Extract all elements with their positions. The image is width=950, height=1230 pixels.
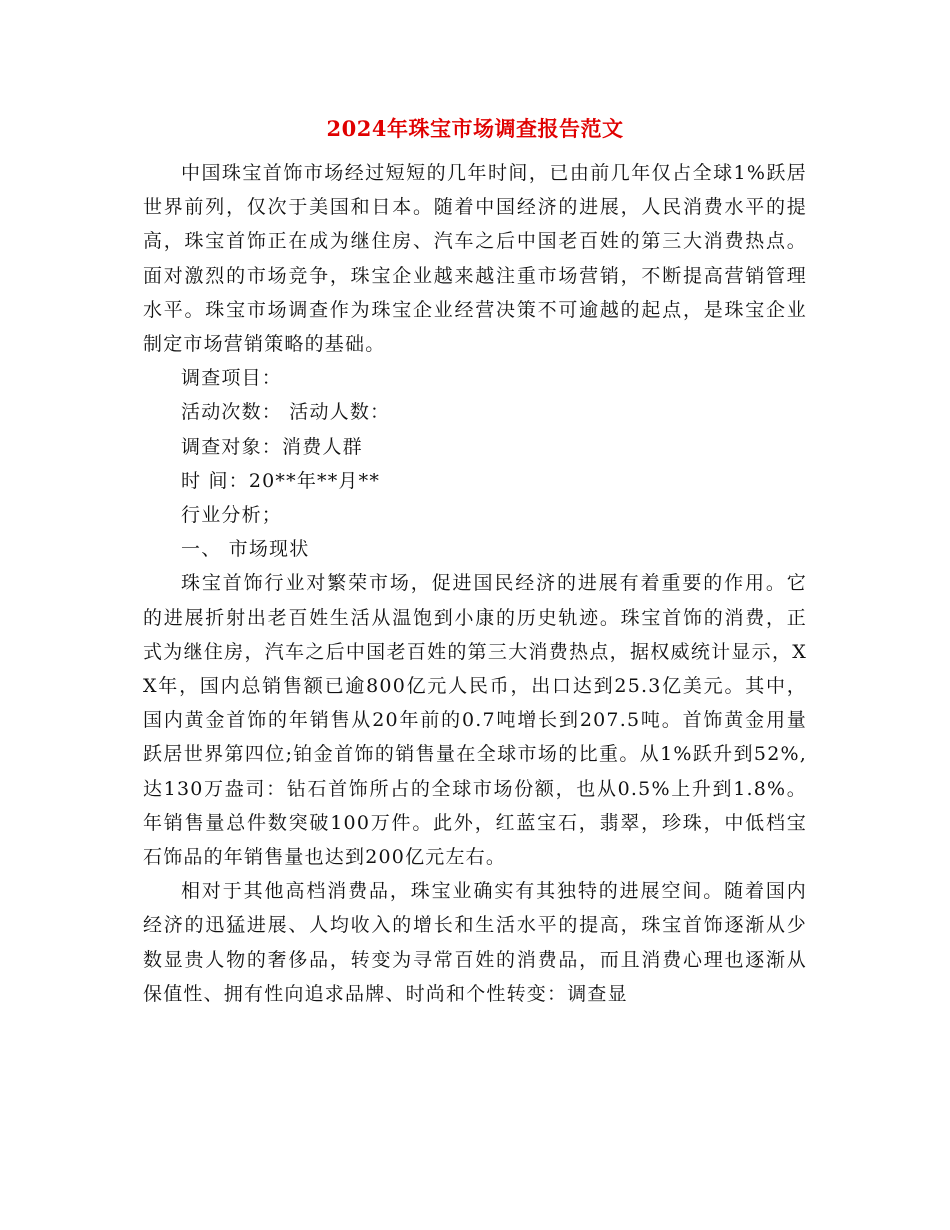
market-status-paragraph: 珠宝首饰行业对繁荣市场，促进国民经济的进展有着重要的作用。它的进展折射出老百姓生活从温饱到小康的历史轨迹。珠宝首饰的消费，正式为继住房，汽车之后中国老百姓的第三大消费热点，据权威统计显示，XX年，国内总销售额已逾800亿元人民币，出口达到25.3亿美元。其中，国内黄金首饰的年销售从20年前的0.7吨增长到207.5吨。首饰黄金用量跃居世界第四位;铂金首饰的销售量在全球市场的比重。从1%跃升到52%,达130万盎司：钻石首饰所占的全球市场份额，也从0.5%上升到1.8%。年销售量总件数突破100万件。此外，红蓝宝石，翡翠，珍珠，中低档宝石饰品的年销售量也达到200亿元左右。: [143, 572, 807, 869]
survey-item-line: 调查项目：: [181, 367, 283, 390]
market-status-heading: 一、 市场现状: [181, 538, 310, 561]
document-body: [143, 156, 807, 1011]
development-space-paragraph: 相对于其他高档消费品，珠宝业确实有其独特的进展空间。随着国内经济的迅猛进展、人均收入的增长和生活水平的提高，珠宝首饰逐渐从少数显贵人物的奢侈品，转变为寻常百姓的消费品，而且消费心理也逐渐从保值性、拥有性向追求品牌、时尚和个性转变：调查显: [143, 880, 807, 1005]
activity-count-line: 活动次数： 活动人数：: [181, 401, 391, 424]
intro-paragraph: 中国珠宝首饰市场经过短短的几年时间，已由前几年仅占全球1%跃居世界前列，仅次于美国和日本。随着中国经济的进展，人民消费水平的提高，珠宝首饰正在成为继住房、汽车之后中国老百姓的第三大消费热点。面对激烈的市场竞争，珠宝企业越来越注重市场营销，不断提高营销管理水平。珠宝市场调查作为珠宝企业经营决策不可逾越的起点，是珠宝企业制定市场营销策略的基础。: [143, 162, 808, 356]
time-line: 时 间：20**年**月**: [181, 469, 381, 492]
survey-target-line: 调查对象：消费人群: [181, 435, 363, 458]
document-title: 2024年珠宝市场调查报告范文: [326, 116, 624, 141]
industry-analysis-heading: 行业分析；: [181, 504, 283, 527]
